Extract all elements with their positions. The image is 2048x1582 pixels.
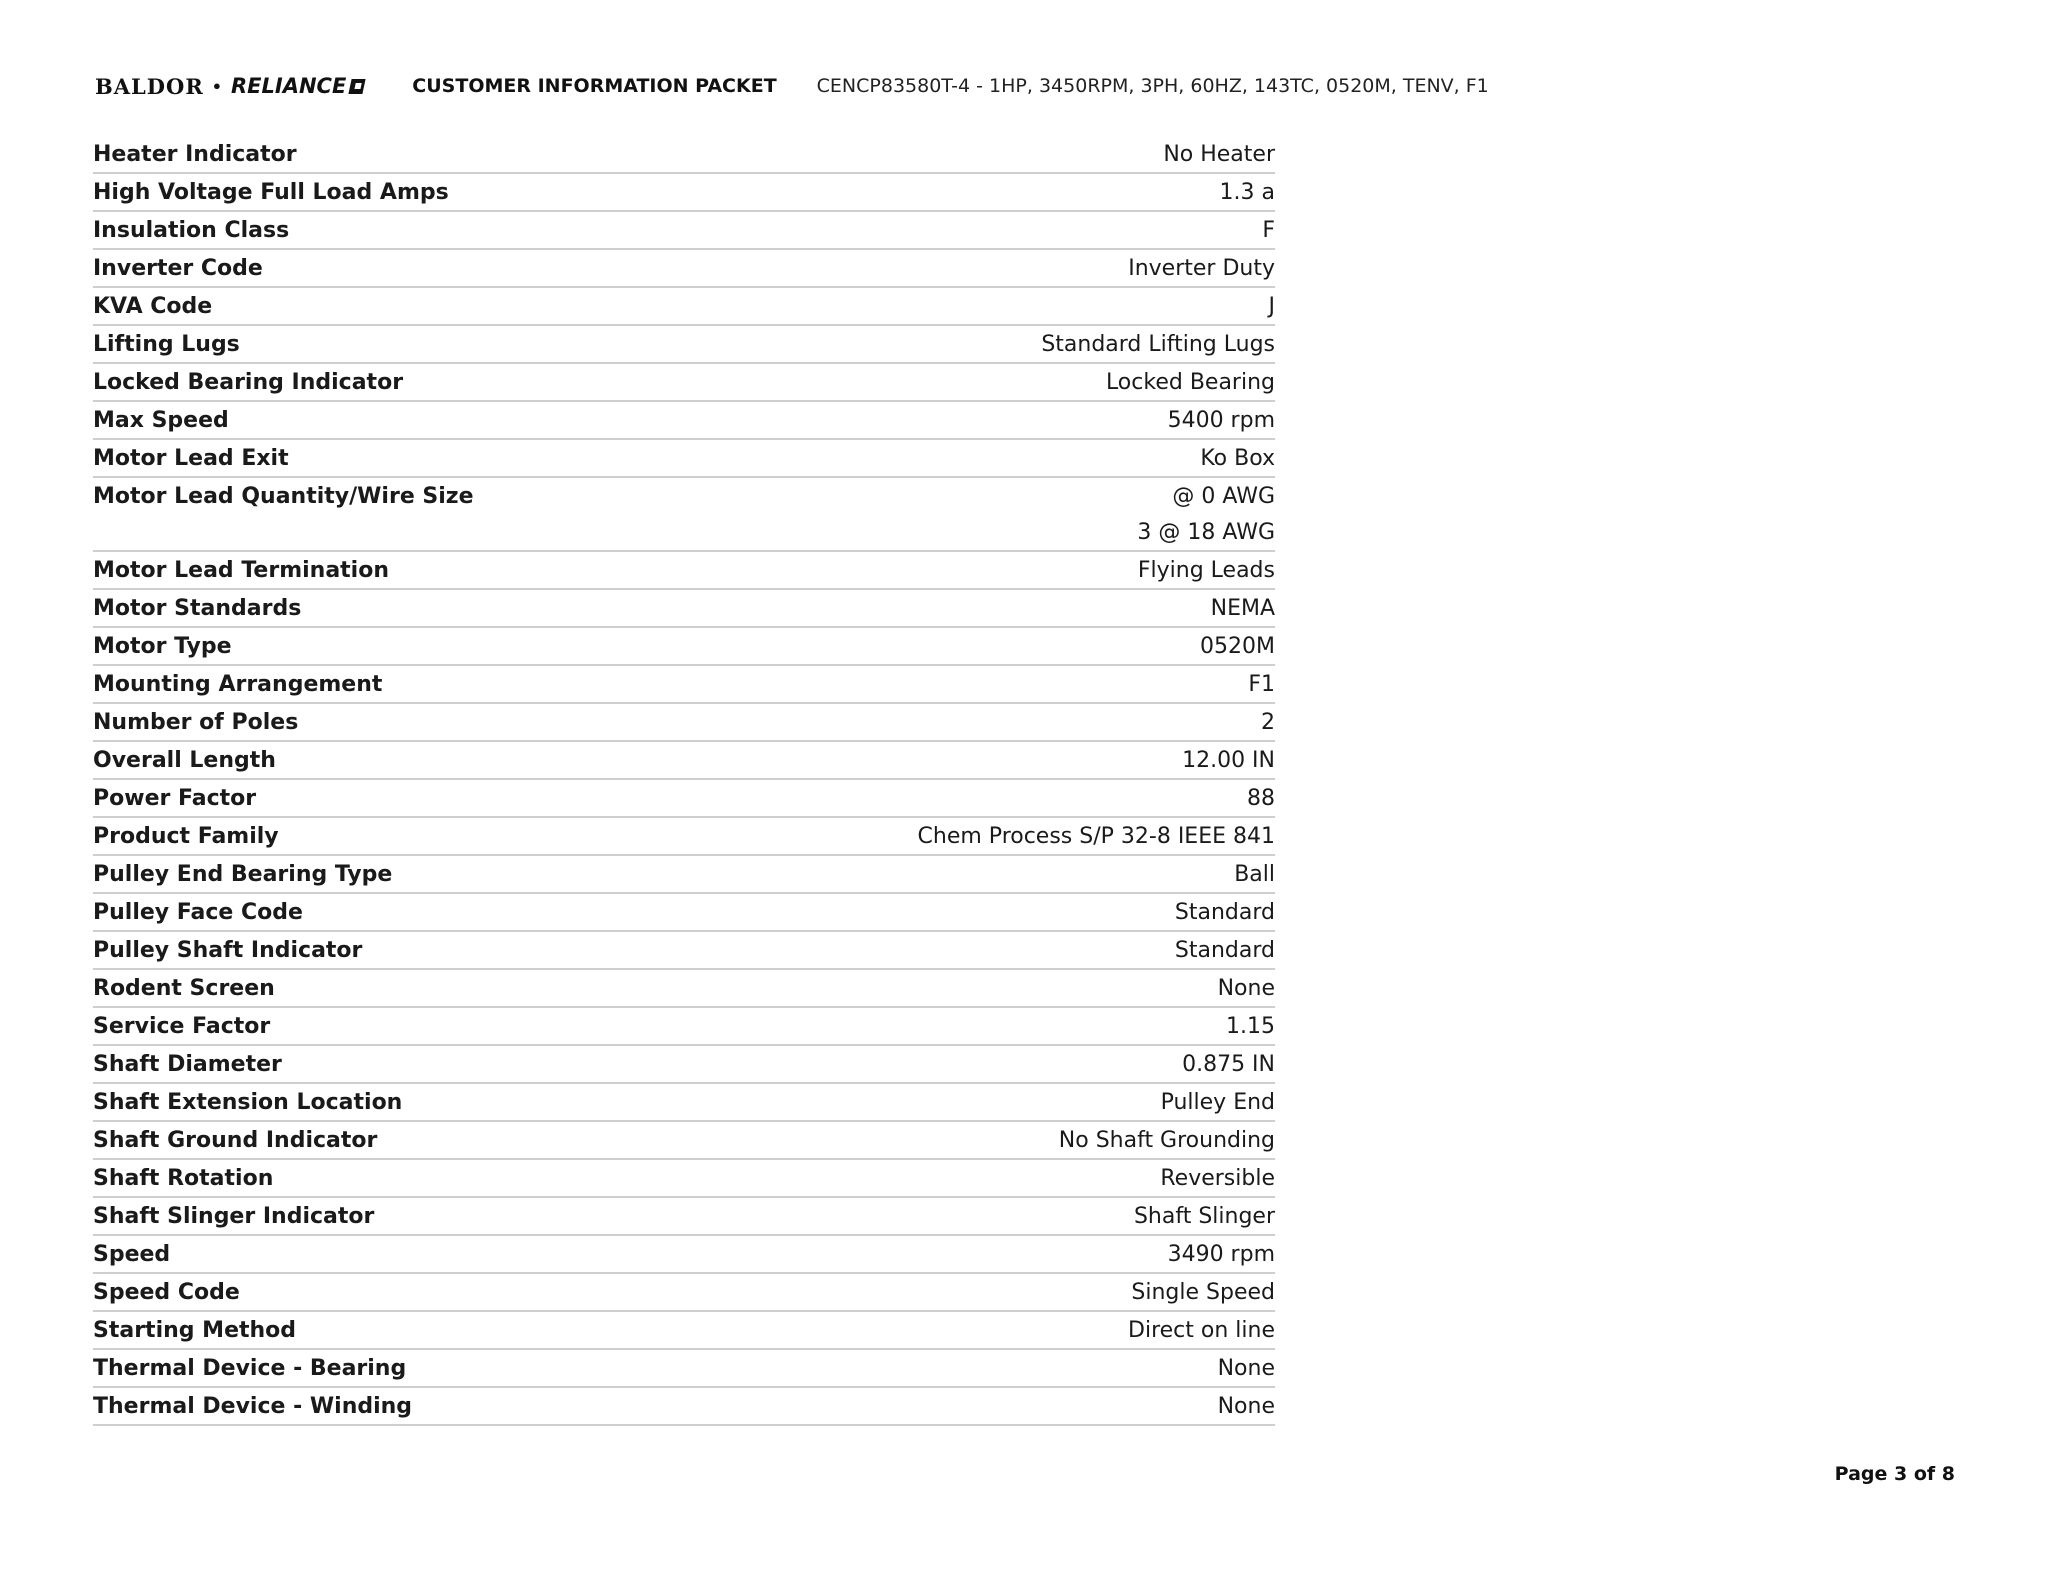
spec-values [1175,938,1275,964]
spec-value: No Shaft Grounding [1058,1128,1275,1153]
spec-row [93,174,1275,212]
spec-value: Standard [1174,900,1275,925]
spec-value: None [1217,1394,1275,1419]
spec-label: Service Factor [93,1014,271,1039]
spec-values [1168,408,1275,434]
spec-value: 3490 rpm [1167,1242,1275,1267]
spec-label: Pulley Face Code [93,900,303,925]
spec-table [93,136,1275,1426]
spec-values [1168,1242,1275,1268]
spec-values [1128,1318,1275,1344]
spec-label: Motor Lead Quantity/Wire Size [93,484,474,509]
spec-row [93,364,1275,402]
spec-value: Shaft Slinger [1133,1204,1275,1229]
spec-value: Ko Box [1200,446,1275,471]
spec-values [1128,256,1275,282]
spec-value: 1.15 [1226,1014,1275,1039]
spec-value: NEMA [1210,596,1275,621]
spec-values [1269,294,1276,320]
spec-row [93,856,1275,894]
spec-label: Inverter Code [93,256,263,281]
spec-values [1211,596,1275,622]
spec-value: 5400 rpm [1167,408,1275,433]
spec-label: Shaft Ground Indicator [93,1128,378,1153]
spec-value: 88 [1247,786,1275,811]
spec-values [1134,1204,1275,1230]
spec-value: Pulley End [1160,1090,1275,1115]
spec-value: 0.875 IN [1182,1052,1275,1077]
spec-row [93,742,1275,780]
reliance-mark-icon [349,79,366,94]
spec-label: Max Speed [93,408,229,433]
spec-values [1218,1356,1275,1382]
spec-label: KVA Code [93,294,213,319]
spec-label: High Voltage Full Load Amps [93,180,449,205]
spec-values [1248,672,1275,698]
logo-reliance-text: RELIANCE [231,74,347,98]
spec-row [93,1388,1275,1426]
spec-label: Mounting Arrangement [93,672,383,697]
spec-values [1200,446,1275,472]
spec-values [1247,786,1275,812]
spec-label: Starting Method [93,1318,297,1343]
spec-value: @ 0 AWG [1172,484,1275,509]
spec-row [93,628,1275,666]
spec-label: Pulley Shaft Indicator [93,938,363,963]
spec-row [93,590,1275,628]
spec-label: Lifting Lugs [93,332,240,357]
spec-value: 1.3 a [1219,180,1275,205]
spec-value: Locked Bearing [1105,370,1275,395]
spec-label: Insulation Class [93,218,290,243]
spec-values [1262,218,1275,244]
spec-values [1175,900,1275,926]
spec-value: 2 [1261,710,1275,735]
spec-row [93,402,1275,440]
spec-row [93,1160,1275,1198]
spec-values [1220,180,1275,206]
spec-label: Pulley End Bearing Type [93,862,393,887]
spec-row [93,136,1275,174]
spec-value: None [1217,976,1275,1001]
spec-value: Ball [1234,862,1275,887]
spec-values [1137,484,1275,546]
spec-row [93,1008,1275,1046]
spec-row [93,1046,1275,1084]
spec-label: Locked Bearing Indicator [93,370,404,395]
packet-title: CUSTOMER INFORMATION PACKET [412,75,777,97]
spec-value: Standard Lifting Lugs [1041,332,1275,357]
spec-row [93,932,1275,970]
spec-row [93,1312,1275,1350]
spec-label: Thermal Device - Bearing [93,1356,407,1381]
spec-row [93,1198,1275,1236]
spec-value: 0520M [1200,634,1275,659]
spec-label: Rodent Screen [93,976,275,1001]
spec-value: None [1217,1356,1275,1381]
page-header [95,70,1489,102]
spec-values [1234,862,1275,888]
spec-label: Motor Lead Termination [93,558,390,583]
spec-label: Power Factor [93,786,257,811]
spec-row [93,478,1275,552]
spec-row [93,894,1275,932]
spec-value: No Heater [1163,142,1275,167]
spec-value-secondary: 3 @ 18 AWG [1137,520,1275,545]
spec-value: Direct on line [1128,1318,1275,1343]
spec-row [93,326,1275,364]
spec-values [1261,710,1275,736]
spec-row [93,1236,1275,1274]
spec-value: Chem Process S/P 32-8 IEEE 841 [917,824,1275,849]
spec-label: Motor Type [93,634,232,659]
spec-values [1226,1014,1275,1040]
spec-values [1160,1166,1275,1192]
spec-values [1138,558,1275,584]
spec-row [93,1084,1275,1122]
spec-values [1161,1090,1275,1116]
spec-label: Product Family [93,824,279,849]
spec-values [1182,1052,1275,1078]
spec-label: Heater Indicator [93,142,297,167]
spec-row [93,1274,1275,1312]
spec-value: J [1268,294,1275,319]
page-number: Page 3 of 8 [1834,1463,1955,1485]
spec-row [93,666,1275,704]
spec-value: F [1262,218,1275,243]
spec-row [93,1122,1275,1160]
spec-label: Shaft Diameter [93,1052,282,1077]
spec-row [93,704,1275,742]
baldor-reliance-logo [95,74,364,99]
spec-row [93,780,1275,818]
spec-label: Shaft Extension Location [93,1090,403,1115]
spec-row [93,440,1275,478]
spec-value: 12.00 IN [1182,748,1275,773]
spec-label: Overall Length [93,748,276,773]
spec-value: Single Speed [1131,1280,1275,1305]
spec-value: F1 [1248,672,1275,697]
spec-values [1106,370,1275,396]
spec-value: Flying Leads [1137,558,1275,583]
spec-value: Reversible [1160,1166,1275,1191]
spec-label: Speed [93,1242,171,1267]
logo-baldor-text: BALDOR [95,73,204,99]
spec-row [93,212,1275,250]
spec-values [918,824,1275,850]
spec-row [93,288,1275,326]
spec-row [93,552,1275,590]
spec-value: Inverter Duty [1128,256,1275,281]
spec-values [1182,748,1275,774]
spec-values [1218,976,1275,1002]
spec-row [93,970,1275,1008]
spec-label: Motor Lead Exit [93,446,289,471]
spec-label: Speed Code [93,1280,240,1305]
spec-label: Shaft Rotation [93,1166,274,1191]
spec-values [1059,1128,1275,1154]
spec-values [1163,142,1275,168]
spec-values [1200,634,1275,660]
spec-label: Number of Poles [93,710,299,735]
spec-values [1131,1280,1275,1306]
spec-values [1041,332,1275,358]
spec-row [93,1350,1275,1388]
spec-value: Standard [1174,938,1275,963]
model-description: CENCP83580T-4 - 1HP, 3450RPM, 3PH, 60HZ, 143TC, 0520M, TENV, F1 [816,75,1489,97]
logo-separator: • [211,76,223,96]
spec-values [1218,1394,1275,1420]
spec-label: Shaft Slinger Indicator [93,1204,375,1229]
spec-row [93,250,1275,288]
spec-label: Motor Standards [93,596,302,621]
spec-label: Thermal Device - Winding [93,1394,413,1419]
spec-row [93,818,1275,856]
